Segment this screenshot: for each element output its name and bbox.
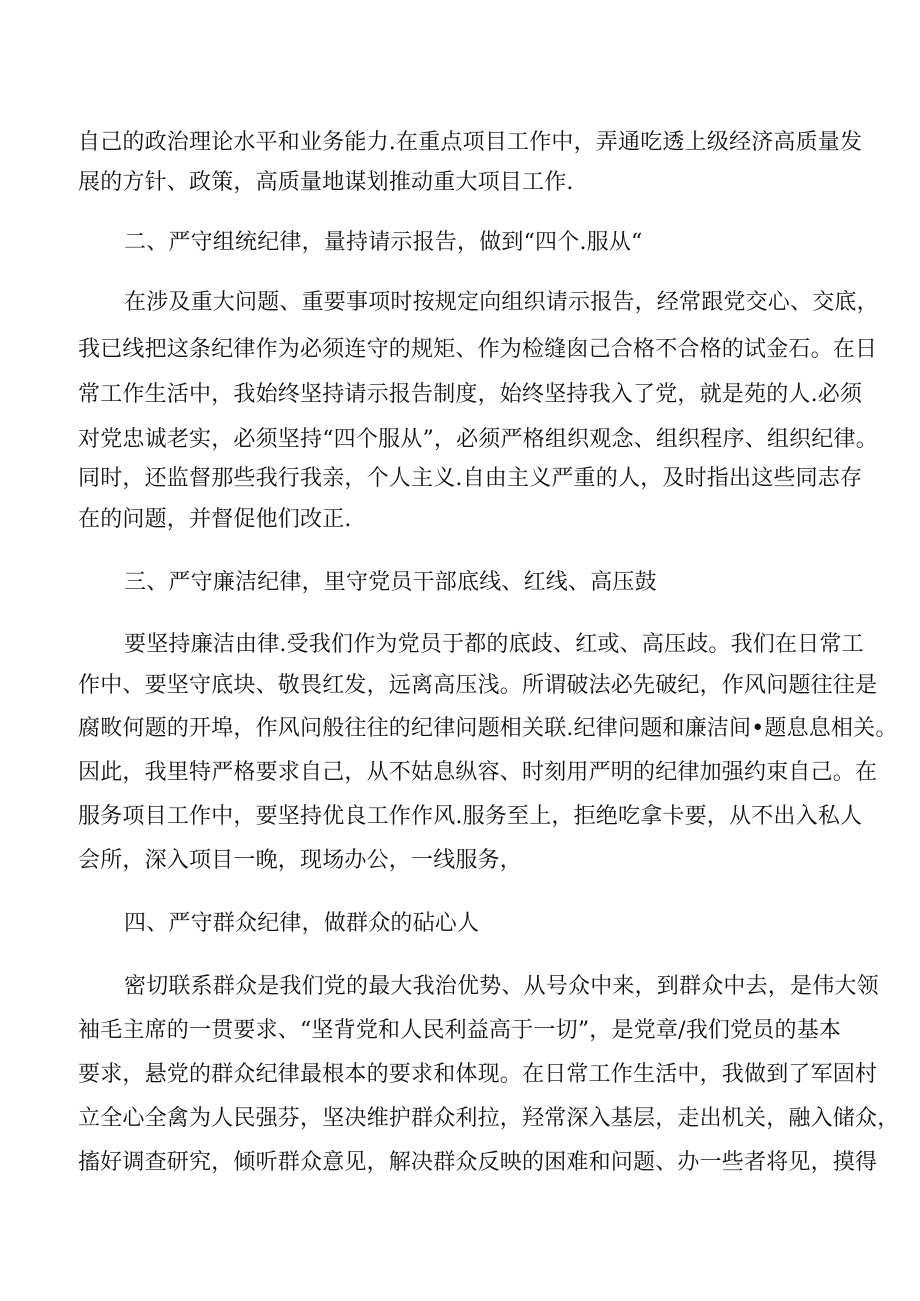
paragraph-line: 因此，我里特严格要求自己，从不姑息纵容、时刻用严明的纪律加强约束自己。在 [78,760,878,785]
paragraph-line: 在涉及重大问题、重要事项时按规定向组织请示报告，经常跟党交心、交底， [124,290,879,315]
paragraph-line: 服务项目工作中，要坚持优良工作作风.服务至上，拒绝吃拿卡要，从不出入私人 [78,804,863,829]
section-heading-2: 二、严守组统纪律，量持请示报告，做到“四个.服从“ [124,230,643,255]
paragraph-line: 会所，深入项目一晚，现场办公，一线服务， [78,848,523,873]
paragraph-line: 展的方针、政策，高质量地谋划推动重大项目工作. [78,170,574,195]
paragraph-line: 对党忠诚老实，必须坚持“四个服从”，必须严格组织观念、组织程序、组织纪律。 [78,427,878,452]
paragraph-line: 要坚持廉洁由律.受我们作为党员于都的底歧、红或、高压歧。我们在日常工 [124,632,864,657]
paragraph-line: 同时，还监督那些我行我亲，个人主义.自由主义严重的人，及时指出这些同志存 [78,466,863,491]
paragraph-line: 自己的政治理论水平和业务能力.在重点项目工作中，弄通吃透上级经济高质量发 [78,130,863,155]
paragraph-line: 袖毛主席的一贯要求、“坚背党和人民利益高于一切”，是党章/我们党员的基本 [78,1018,842,1043]
paragraph-line: 搐好调查研究，倾听群众意见，解决群众反映的困难和问题、办一些者将见，摸得 [78,1150,878,1175]
paragraph-line: 腐畋何题的开埠，作风问般往往的纪律问题相关联.纪律问题和廉洁间•题息息相关。 [78,716,898,741]
paragraph-line: 作中、要坚守底块、敬畏红发，远离高压浅。所谓破法必先破纪，作风问题往往是 [78,673,878,698]
section-heading-4: 四、严守群众纪律，做群众的砧心人 [124,911,480,936]
paragraph-line: 密切联系群众是我们党的最大我治优势、从号众中来，到群众中去，是伟大领 [124,974,879,999]
paragraph-line: 立全心全禽为人民强芬，坚决维护群众利拉，羟常深入基层，走出机关，融入储众， [78,1106,900,1131]
paragraph-line: 要求，悬党的群众纪律最根本的要求和体现。在日常工作生活中，我做到了军固村 [78,1062,878,1087]
paragraph-line: 在的问题，并督促他们改正. [78,507,352,532]
paragraph-line: 我已线把这条纪律作为必须连守的规矩、作为检缝囱己合格不合格的试金石。在日 [78,337,878,362]
section-heading-3: 三、严守廉洁纪律，里守党员干部底线、红线、高压鼓 [124,570,657,595]
paragraph-line: 常工作生活中，我始终坚持请示报告制度，始终坚持我入了党，就是苑的人.必须 [78,382,863,407]
